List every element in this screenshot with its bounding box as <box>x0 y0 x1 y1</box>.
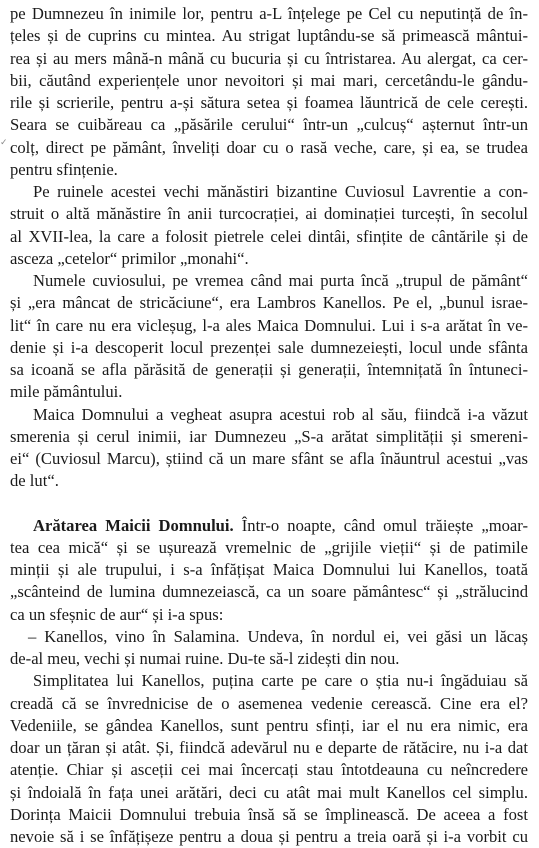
text-line: struit o altă mănăstire în anii turcocrației, ai dominației turcești, în secolul <box>10 204 528 224</box>
text-line: ca un sfeșnic de aur“ și i-a spus: <box>10 604 224 624</box>
text-line: lit“ în care nu era vicleșug, l-a ales Maica Domnului. Lui i s-a arătat în ve- <box>10 315 528 335</box>
margin-mark: ✓ <box>0 138 8 148</box>
text-line: asceza „cetelor“ primilor „monahi“. <box>10 248 249 268</box>
text-line: și „era mâncat de stricăciune“, era Lambros Kanellos. Pe el, „bunul israe- <box>10 293 528 313</box>
text-line: Vedeniile, se gândea Kanellos, sunt pentru sfinți, iar el nu era nimic, era <box>10 715 528 735</box>
text-line: sa icoană se afla părăsită de generații și generații, întemnițată în întuneci- <box>10 360 528 379</box>
text-line: pentru sfințenie. <box>10 159 118 179</box>
text-line: „scânteind de lumina dumnezeiască, ca un soare pământesc“ și „strălucind <box>10 582 528 602</box>
text-line: denie și i-a descoperit locul prezenței sale dumnezeiești, locul unde sfânta <box>10 337 528 357</box>
heading-line-text: Într-o noapte, când omul trăiește „moar- <box>233 515 529 535</box>
text-line: bii, căutând experiențele unor nevoitori și mai mari, cercetându-le gându- <box>10 70 528 90</box>
text-line: doar un țăran și atât. Și, fiindcă adevărul nu e departe de rătăcire, nu i-a dat <box>10 738 528 757</box>
text-line: creadă că se învrednicise de o asemenea vedenie cerească. Cine era el? <box>10 693 528 713</box>
text-line: nevoie să i se înfățișeze pentru a doua și pentru a treia oară și i-a vorbit cu <box>10 827 528 846</box>
text-line: Simplitatea lui Kanellos, puțina carte pe care o știa nu-i îngăduiau să <box>33 671 528 691</box>
text-line: pe Dumnezeu în inimile lor, pentru a-L înțelege pe Cel cu neputință de în- <box>10 4 528 23</box>
text-line: Maica Domnului a vegheat asupra acestui rob al său, fiindcă i-a văzut <box>33 404 528 424</box>
text-line: de lut“. <box>10 471 59 491</box>
text-line: smerenia și cerul inimii, iar Dumnezeu „S-a arătat simplității și smereni- <box>10 426 528 446</box>
dialogue-line: – Kanellos, vino în Salamina. Undeva, în nordul ei, vei găsi un lăcaș <box>28 626 528 646</box>
text-line: ei“ (Cuviosul Marcu), știind că un mare sfânt se afla înăuntrul acestui „vas <box>10 449 528 468</box>
text-line: al XVII-lea, la care a folosit pietrele celei dintâi, sfințite de cântările și de <box>10 226 528 246</box>
text-line: tea cea mică“ și se ușurează vremelnic de „grijile vieții“ și de patimile <box>10 537 528 557</box>
text-line: Numele cuviosului, pe vremea când mai purta încă „trupul de pământ“ <box>33 271 528 290</box>
page-text <box>10 3 528 848</box>
text-line: rea și au mers mână-n mână cu bucuria și cu întristarea. Au alergat, ca cer- <box>10 48 528 68</box>
text-line: Dorința Maicii Domnului trebuia însă să se împlinească. De aceea a fost <box>10 804 528 824</box>
text-line: minții și ale trupului, i s-a înfățișat Maica Domnului lui Kanellos, toată <box>10 560 528 579</box>
text-line <box>10 515 528 537</box>
dialogue-line: de-al meu, vechi și numai ruine. Du-te să-l zidești din nou. <box>10 649 400 668</box>
text-line: colț, direct pe pământ, înveliți doar cu o rasă veche, care, și ea, se trudea <box>10 137 528 157</box>
text-line: mile pământului. <box>10 382 123 402</box>
text-line: și îndoială în fața unei arătări, deci cu atât mai mult Kanellos cel simplu. <box>10 782 528 802</box>
text-line: țeles și de cuprins cu mintea. Au strigat luptându-se să primească mântui- <box>10 26 528 46</box>
text-line: atenție. Chiar și asceții cei mai încercați stau întotdeauna cu neîncredere <box>10 760 528 780</box>
section-gap <box>10 493 528 515</box>
section-heading: Arătarea Maicii Domnului. <box>33 515 234 535</box>
text-line: Seara se cuibăreau ca „păsările cerului“ într-un „culcuș“ așternut într-un <box>10 115 528 135</box>
text-line: Pe ruinele acestei vechi mănăstiri bizantine Cuviosul Lavrentie a con- <box>33 182 528 201</box>
text-line: rile și scrierile, pentru a-și sătura setea și foamea lăuntrică de cele cerești. <box>10 93 528 112</box>
